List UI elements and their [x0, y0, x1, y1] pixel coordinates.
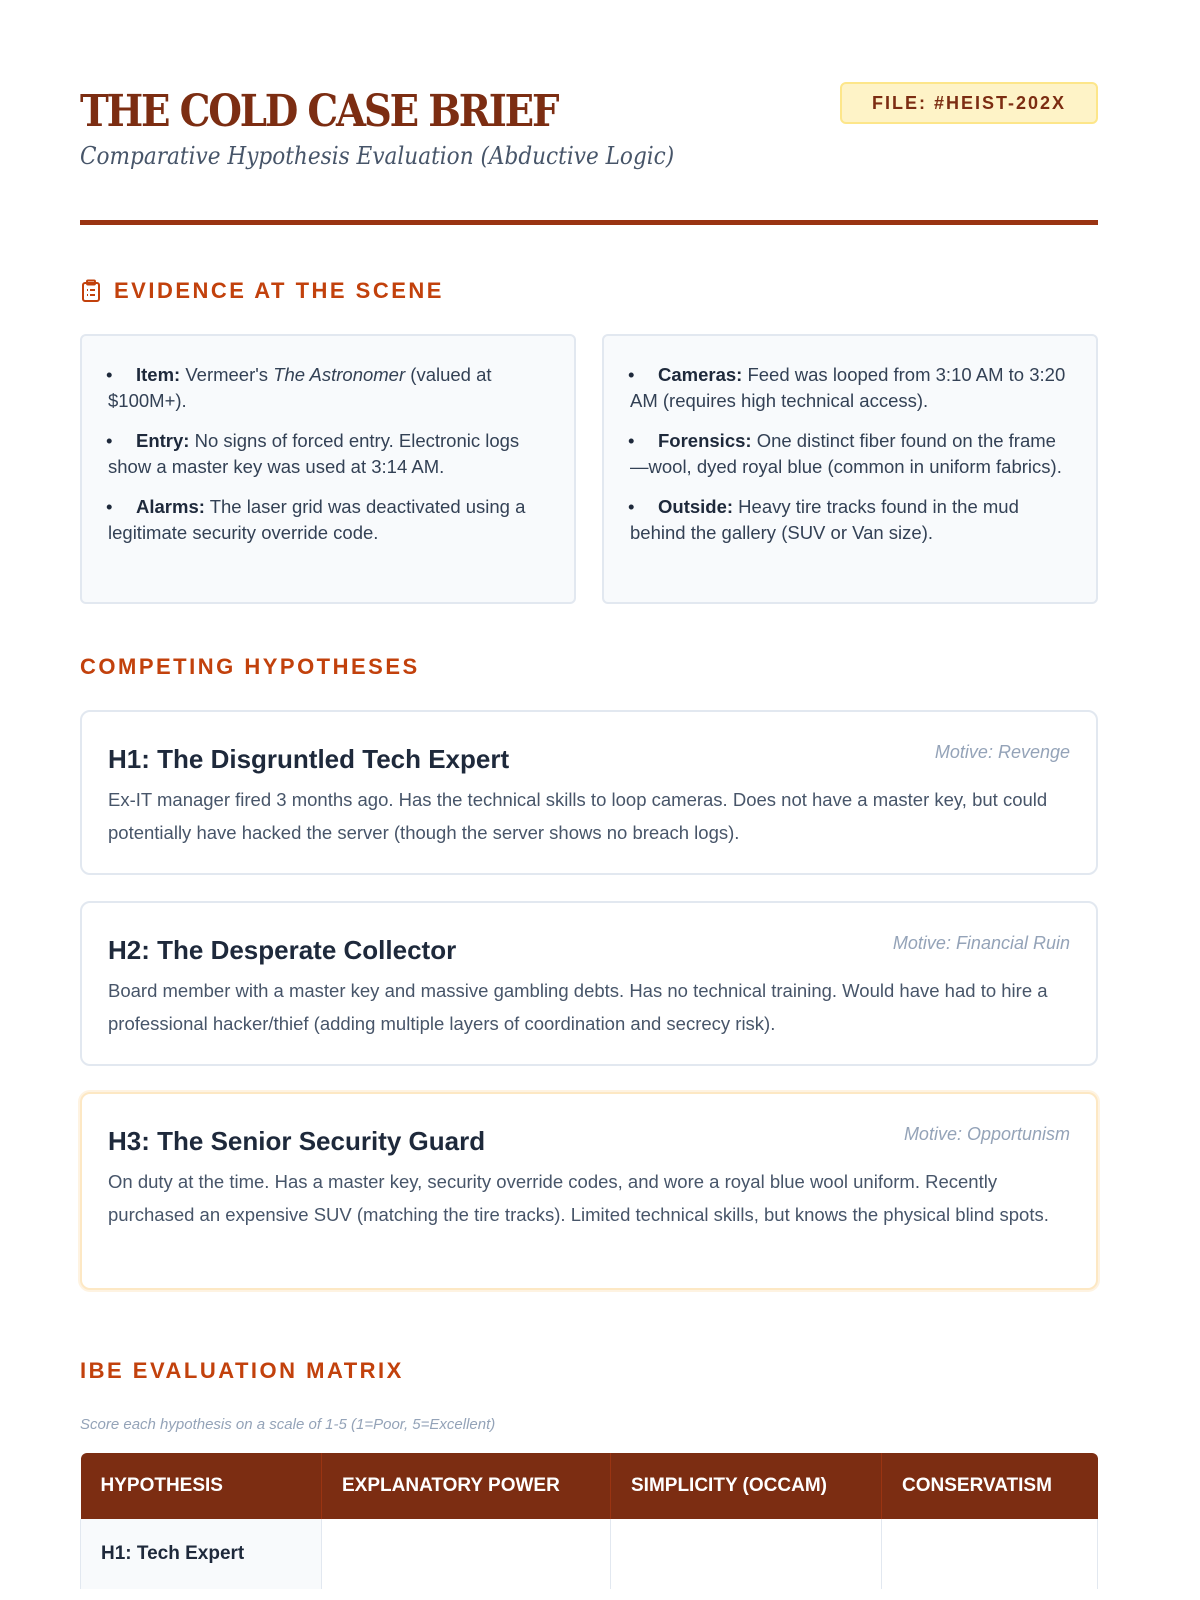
evidence-text: One distinct fiber found on the frame—wool, dyed royal blue (common in uniform fabrics).: [630, 430, 1062, 477]
header-divider: [80, 220, 1098, 225]
evidence-label: Cameras:: [658, 364, 743, 385]
table-row: [81, 1519, 1098, 1589]
evidence-text: The laser grid was deactivated using a legitimate security override code.: [108, 496, 526, 543]
evidence-heading-text: EVIDENCE AT THE SCENE: [114, 278, 444, 303]
hypothesis-card-h2: [80, 901, 1098, 1066]
evaluation-matrix: [80, 1453, 1098, 1589]
matrix-note: Score each hypothesis on a scale of 1-5 (1=Poor, 5=Excellent): [80, 1416, 496, 1433]
evidence-item: [108, 362, 548, 414]
evidence-label: Forensics:: [658, 430, 752, 451]
motive-label: Motive: Opportunism: [903, 1124, 1070, 1144]
hypothesis-title: H2: The Desperate Collector: [108, 935, 457, 965]
evidence-label: Alarms:: [136, 496, 205, 517]
artwork-title: The Astronomer: [273, 364, 406, 385]
evidence-text: Feed was looped from 3:10 AM to 3:20 AM (requires high technical access).: [630, 364, 1066, 411]
evidence-card-left: [80, 334, 576, 604]
matrix-heading: IBE EVALUATION MATRIX: [80, 1358, 404, 1383]
evidence-item: [108, 494, 548, 546]
score-cell[interactable]: [882, 1519, 1098, 1589]
hypothesis-description: Board member with a master key and massive gambling debts. Has no technical training. Would have had to hire a professional hacker/thief (adding multiple layers of coordination and secrecy risk).: [108, 980, 1048, 1034]
motive-label: Motive: Revenge: [934, 742, 1070, 762]
evidence-label: Entry:: [136, 430, 190, 451]
evidence-text: Vermeer's: [180, 364, 274, 385]
evidence-item: [630, 494, 1070, 546]
evidence-card-right: [602, 334, 1098, 604]
evidence-text: (valued at $100M+).: [108, 364, 492, 411]
hypothesis-card-h3: [80, 1092, 1098, 1290]
hypothesis-description: Ex-IT manager fired 3 months ago. Has the technical skills to loop cameras. Does not have a master key, but could potentially have hacked the server (though the server shows no breach logs).: [108, 789, 1048, 843]
row-hypothesis: H1: Tech Expert: [81, 1519, 322, 1589]
motive-label: Motive: Financial Ruin: [892, 933, 1070, 953]
page-subtitle: Comparative Hypothesis Evaluation (Abductive Logic): [80, 142, 675, 170]
column-header: CONSERVATISM: [882, 1453, 1098, 1519]
column-header: SIMPLICITY (OCCAM): [611, 1453, 882, 1519]
evidence-label: Item:: [136, 364, 181, 385]
column-header: EXPLANATORY POWER: [322, 1453, 611, 1519]
score-cell[interactable]: [322, 1519, 611, 1589]
page-title: THE COLD CASE BRIEF: [80, 86, 558, 137]
evidence-label: Outside:: [658, 496, 734, 517]
evidence-item: [108, 428, 548, 480]
hypothesis-card-h1: [80, 710, 1098, 875]
clipboard-icon: [80, 279, 102, 303]
evidence-heading: [80, 278, 444, 304]
hypotheses-heading: COMPETING HYPOTHESES: [80, 654, 420, 679]
file-badge: FILE: #HEIST-202X: [840, 82, 1098, 124]
hypothesis-title: H1: The Disgruntled Tech Expert: [108, 744, 510, 774]
column-header: HYPOTHESIS: [81, 1453, 322, 1519]
evidence-text: No signs of forced entry. Electronic logs show a master key was used at 3:14 AM.: [108, 430, 520, 477]
score-cell[interactable]: [611, 1519, 882, 1589]
evidence-item: [630, 428, 1070, 480]
hypothesis-description: On duty at the time. Has a master key, security override codes, and wore a royal blue wool uniform. Recently purchased an expensive SUV (matching the tire tracks). Limited technical skills, but knows the physical blind spots.: [108, 1171, 1049, 1225]
evidence-item: [630, 362, 1070, 414]
evidence-text: Heavy tire tracks found in the mud behind the gallery (SUV or Van size).: [630, 496, 1019, 543]
hypothesis-title: H3: The Senior Security Guard: [108, 1126, 486, 1156]
